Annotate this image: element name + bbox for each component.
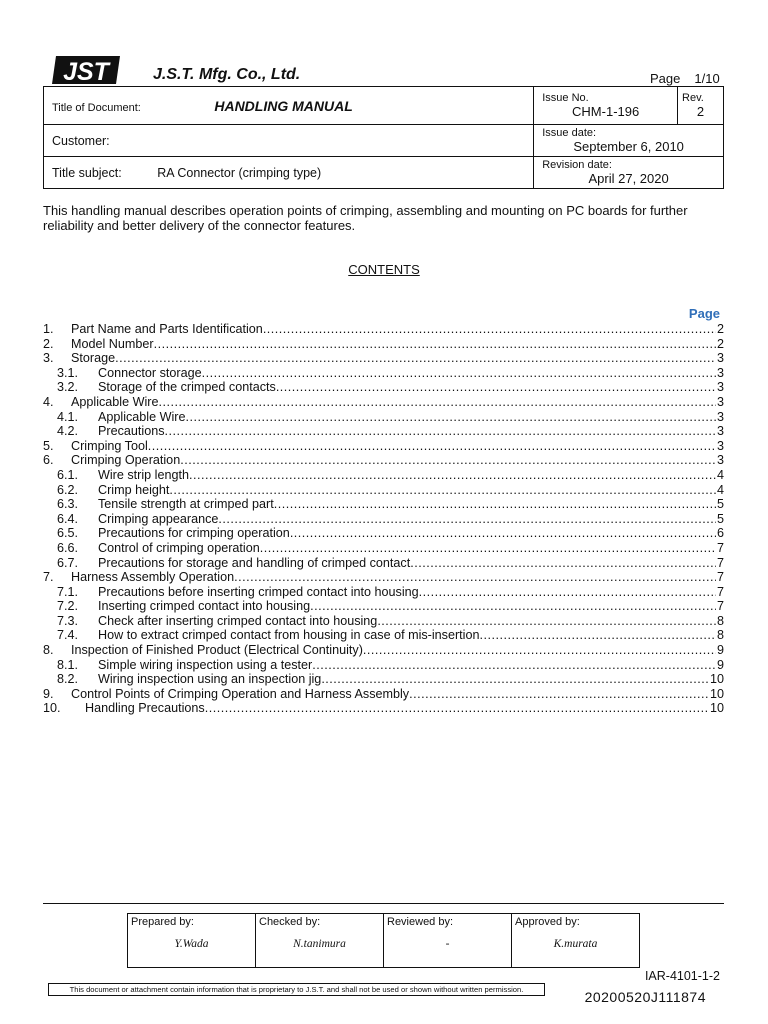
toc-leader-dots bbox=[312, 658, 716, 673]
contents-heading: CONTENTS bbox=[348, 262, 420, 277]
toc-leader-dots bbox=[419, 585, 716, 600]
toc-entry-title: Tensile strength at crimped part bbox=[98, 497, 274, 512]
issue-date-value: September 6, 2010 bbox=[573, 139, 684, 154]
prepared-by-signature: Y.Wada bbox=[174, 938, 209, 950]
page-value: 1/10 bbox=[694, 71, 720, 86]
checked-by-cell bbox=[256, 914, 384, 968]
toc-entry-page: 8 bbox=[716, 628, 724, 643]
toc-entry-page: 3 bbox=[716, 365, 724, 380]
toc-entry-page: 5 bbox=[716, 511, 724, 526]
toc-entry-page: 9 bbox=[716, 657, 724, 672]
toc-entry bbox=[43, 351, 724, 366]
title-subject-label: Title subject: bbox=[52, 165, 122, 180]
toc-entry-page: 7 bbox=[716, 599, 724, 614]
issue-date-label: Issue date: bbox=[542, 127, 597, 139]
intro-paragraph: This handling manual describes operation points of crimping, assembling and mounting on PC boards for further reliability and better delivery of the connector features. bbox=[43, 203, 688, 233]
toc-entry-number: 3. bbox=[43, 351, 54, 366]
toc-entry bbox=[43, 614, 724, 629]
issue-date-cell bbox=[534, 125, 724, 157]
toc-entry-title: Crimping appearance bbox=[98, 511, 219, 526]
toc-entry-title: Inspection of Finished Product (Electrical Continuity) bbox=[71, 643, 363, 658]
toc-leader-dots bbox=[290, 526, 716, 541]
disclaimer: This document or attachment contain information that is proprietary to J.S.T. and shall not be used or shown without written permission. bbox=[48, 983, 545, 996]
toc-entry-title: How to extract crimped contact from housing in case of mis-insertion bbox=[98, 628, 480, 643]
approved-by-label: Approved by: bbox=[515, 916, 580, 928]
revision-date-cell bbox=[534, 157, 724, 189]
toc-entry bbox=[43, 541, 724, 556]
toc-entry-page: 2 bbox=[716, 322, 724, 336]
toc-leader-dots bbox=[410, 556, 716, 571]
toc-entry bbox=[43, 337, 724, 352]
toc-entry-page: 8 bbox=[716, 613, 724, 628]
toc-entry-title: Precautions for storage and handling of crimped contact bbox=[98, 555, 411, 570]
toc-leader-dots bbox=[260, 541, 716, 556]
toc-entry-title: Check after inserting crimped contact into housing bbox=[98, 613, 378, 628]
toc-entry-page: 10 bbox=[709, 686, 724, 701]
toc-entry-title: Crimping Operation bbox=[71, 453, 181, 468]
document-stamp: 20200520J111874 bbox=[584, 989, 706, 1005]
toc-entry-page: 7 bbox=[716, 570, 724, 585]
toc-entry-number: 5. bbox=[43, 438, 54, 453]
reviewed-by-cell bbox=[384, 914, 512, 968]
document-info-table bbox=[43, 86, 724, 189]
toc-entry bbox=[43, 687, 724, 702]
toc-leader-dots bbox=[159, 395, 716, 410]
signoff-table bbox=[127, 913, 640, 968]
toc-entry-page: 6 bbox=[716, 526, 724, 541]
toc-leader-dots bbox=[148, 439, 716, 454]
customer-label: Customer: bbox=[52, 133, 110, 148]
toc-entry-page: 5 bbox=[716, 497, 724, 512]
toc-entry bbox=[43, 701, 724, 716]
title-of-document-cell bbox=[44, 87, 534, 125]
toc-entry-title: Precautions bbox=[98, 424, 165, 439]
toc-entry-page: 3 bbox=[716, 394, 724, 409]
company-name: J.S.T. Mfg. Co., Ltd. bbox=[153, 66, 301, 83]
toc-entry-number: 6.4. bbox=[57, 511, 79, 526]
toc-entry bbox=[43, 526, 724, 541]
toc-entry bbox=[43, 439, 724, 454]
toc-entry bbox=[43, 658, 724, 673]
reviewed-by-label: Reviewed by: bbox=[387, 916, 454, 928]
toc-entry-title: Crimping Tool bbox=[71, 438, 148, 453]
jst-logo bbox=[50, 54, 122, 86]
toc-entry-number: 6.7. bbox=[57, 555, 79, 570]
page-number bbox=[650, 71, 720, 86]
toc-entry-page: 3 bbox=[716, 453, 724, 468]
toc-entry bbox=[43, 643, 724, 658]
toc-entry bbox=[43, 424, 724, 439]
toc-entry-title: Crimp height bbox=[98, 482, 170, 497]
toc-entry-number: 10. bbox=[43, 701, 61, 716]
toc-entry-title: Part Name and Parts Identification bbox=[71, 322, 263, 336]
checked-by-signature: N.tanimura bbox=[293, 938, 346, 950]
toc-entry-page: 4 bbox=[716, 467, 724, 482]
toc-entry-number: 1. bbox=[43, 322, 54, 336]
toc-entry-title: Harness Assembly Operation bbox=[71, 570, 235, 585]
toc-entry-number: 7.1. bbox=[57, 584, 79, 599]
toc-entry-title: Precautions before inserting crimped contact into housing bbox=[98, 584, 419, 599]
title-subject-value: RA Connector (crimping type) bbox=[157, 165, 322, 180]
toc-entry bbox=[43, 468, 724, 483]
toc-entry bbox=[43, 497, 724, 512]
issue-no-cell bbox=[534, 87, 678, 125]
toc-entry-page: 2 bbox=[716, 336, 724, 351]
toc-entry bbox=[43, 322, 724, 337]
toc-leader-dots bbox=[276, 380, 716, 395]
logo-text: JST bbox=[63, 58, 109, 86]
toc-entry-number: 6.5. bbox=[57, 526, 79, 541]
toc-entry-title: Storage of the crimped contacts bbox=[98, 380, 276, 395]
toc-entry bbox=[43, 599, 724, 614]
toc-entry-number: 7.2. bbox=[57, 599, 79, 614]
toc-entry-title: Control Points of Crimping Operation and Harness Assembly bbox=[71, 686, 410, 701]
toc-leader-dots bbox=[363, 643, 716, 658]
toc-entry-number: 7.3. bbox=[57, 613, 79, 628]
toc-entry-number: 8. bbox=[43, 643, 54, 658]
toc-entry-title: Inserting crimped contact into housing bbox=[98, 599, 311, 614]
toc-leader-dots bbox=[274, 497, 716, 512]
document-title: HANDLING MANUAL bbox=[214, 97, 353, 114]
table-of-contents bbox=[43, 322, 724, 716]
toc-entry bbox=[43, 395, 724, 410]
rev-cell bbox=[678, 87, 724, 125]
prepared-by-cell bbox=[128, 914, 256, 968]
toc-leader-dots bbox=[186, 410, 716, 425]
toc-entry-title: Applicable Wire bbox=[98, 409, 186, 424]
toc-entry-number: 9. bbox=[43, 686, 54, 701]
toc-entry-page: 9 bbox=[716, 643, 724, 658]
approved-by-signature: K.murata bbox=[553, 938, 598, 950]
toc-leader-dots bbox=[263, 322, 716, 337]
customer-cell bbox=[44, 125, 534, 157]
revision-date-label: Revision date: bbox=[542, 159, 612, 171]
toc-leader-dots bbox=[205, 701, 709, 716]
toc-entry bbox=[43, 672, 724, 687]
footer-divider bbox=[43, 903, 724, 904]
toc-leader-dots bbox=[180, 453, 716, 468]
toc-entry bbox=[43, 380, 724, 395]
toc-entry-title: Connector storage bbox=[98, 365, 202, 380]
toc-entry-number: 6.1. bbox=[57, 467, 79, 482]
issue-no-value: CHM-1-196 bbox=[572, 104, 640, 119]
toc-entry-title: Storage bbox=[71, 351, 116, 366]
toc-entry-title: Model Number bbox=[71, 336, 154, 351]
toc-entry bbox=[43, 483, 724, 498]
toc-entry-number: 2. bbox=[43, 336, 54, 351]
toc-entry-number: 3.2. bbox=[57, 380, 79, 395]
page-column-label: Page bbox=[688, 306, 720, 321]
toc-leader-dots bbox=[169, 483, 716, 498]
reviewed-by-signature: - bbox=[445, 938, 450, 950]
toc-entry-number: 4.1. bbox=[57, 409, 79, 424]
toc-leader-dots bbox=[189, 468, 716, 483]
toc-leader-dots bbox=[218, 512, 716, 527]
toc-entry bbox=[43, 410, 724, 425]
toc-leader-dots bbox=[154, 337, 716, 352]
title-subject-cell bbox=[44, 157, 534, 189]
toc-entry-title: Simple wiring inspection using a tester bbox=[98, 657, 313, 672]
prepared-by-label: Prepared by: bbox=[131, 916, 194, 928]
checked-by-label: Checked by: bbox=[259, 916, 321, 928]
toc-entry-page: 3 bbox=[716, 438, 724, 453]
toc-entry bbox=[43, 366, 724, 381]
rev-label: Rev. bbox=[682, 92, 704, 104]
toc-entry-number: 6.6. bbox=[57, 540, 79, 555]
toc-entry-number: 7. bbox=[43, 570, 54, 585]
toc-entry-number: 6.2. bbox=[57, 482, 79, 497]
rev-value: 2 bbox=[696, 104, 705, 119]
toc-leader-dots bbox=[409, 687, 709, 702]
toc-entry-page: 10 bbox=[709, 672, 724, 687]
toc-leader-dots bbox=[479, 628, 716, 643]
toc-entry-page: 7 bbox=[716, 584, 724, 599]
toc-entry-title: Wire strip length bbox=[98, 467, 189, 482]
toc-entry-page: 4 bbox=[716, 482, 724, 497]
toc-leader-dots bbox=[377, 614, 716, 629]
toc-entry bbox=[43, 570, 724, 585]
toc-entry-page: 10 bbox=[709, 701, 724, 716]
toc-entry bbox=[43, 585, 724, 600]
toc-entry bbox=[43, 453, 724, 468]
issue-no-label: Issue No. bbox=[542, 92, 589, 104]
toc-entry bbox=[43, 556, 724, 571]
toc-entry-title: Precautions for crimping operation bbox=[98, 526, 290, 541]
toc-entry-number: 7.4. bbox=[57, 628, 79, 643]
toc-entry-number: 4. bbox=[43, 394, 54, 409]
toc-entry-page: 7 bbox=[716, 555, 724, 570]
toc-entry-number: 6. bbox=[43, 453, 54, 468]
toc-leader-dots bbox=[321, 672, 709, 687]
toc-entry-page: 3 bbox=[716, 351, 724, 366]
toc-entry-number: 8.2. bbox=[57, 672, 79, 687]
toc-leader-dots bbox=[165, 424, 716, 439]
toc-leader-dots bbox=[115, 351, 716, 366]
toc-leader-dots bbox=[310, 599, 716, 614]
toc-entry-page: 3 bbox=[716, 424, 724, 439]
toc-entry-page: 7 bbox=[716, 540, 724, 555]
toc-leader-dots bbox=[234, 570, 716, 585]
toc-leader-dots bbox=[202, 366, 716, 381]
approved-by-cell bbox=[512, 914, 640, 968]
toc-entry-title: Applicable Wire bbox=[71, 394, 159, 409]
page-label: Page bbox=[650, 71, 681, 86]
toc-entry bbox=[43, 628, 724, 643]
toc-entry-page: 3 bbox=[716, 409, 724, 424]
title-of-document-label: Title of Document: bbox=[52, 101, 141, 114]
toc-entry-title: Wiring inspection using an inspection jig bbox=[98, 672, 322, 687]
toc-entry-title: Control of crimping operation bbox=[98, 540, 260, 555]
form-id: IAR-4101-1-2 bbox=[644, 969, 720, 983]
toc-entry bbox=[43, 512, 724, 527]
toc-entry-number: 4.2. bbox=[57, 424, 79, 439]
toc-entry-number: 3.1. bbox=[57, 365, 79, 380]
toc-entry-number: 8.1. bbox=[57, 657, 79, 672]
toc-entry-page: 3 bbox=[716, 380, 724, 395]
toc-entry-number: 6.3. bbox=[57, 497, 79, 512]
revision-date-value: April 27, 2020 bbox=[588, 171, 669, 186]
toc-entry-title: Handling Precautions bbox=[85, 701, 205, 716]
